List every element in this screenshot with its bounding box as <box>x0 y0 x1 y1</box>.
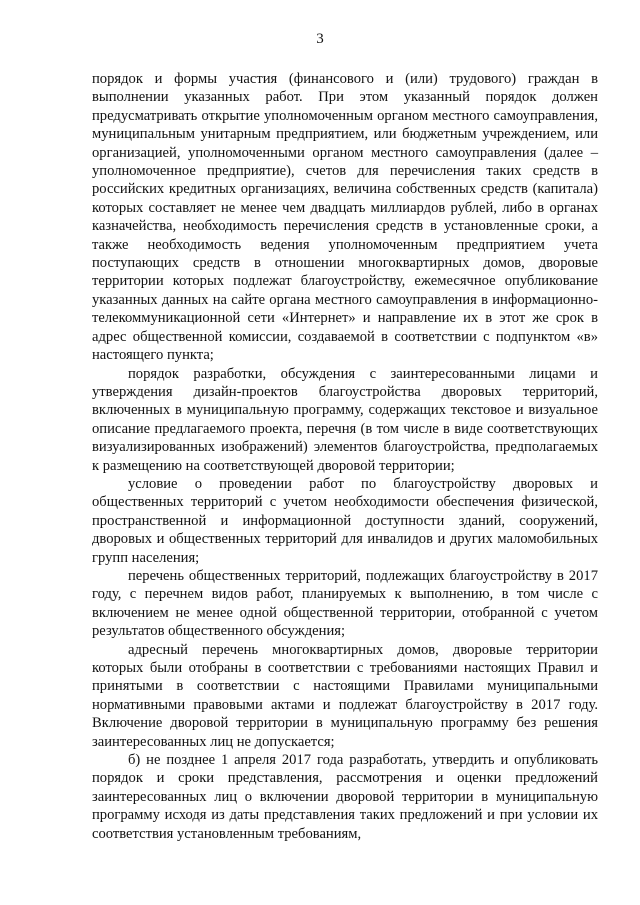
paragraph-item-b: б) не позднее 1 апреля 2017 года разработать, утвердить и опубликовать порядок и сроки представления, рассмотрения и оценки предложений заинтересованных лиц о включении дворовой территории в муниципальную программу исходя из даты представления таких предложений и при условии их соответствия установленным требованиям, <box>92 752 598 842</box>
paragraph-accessibility-condition: условие о проведении работ по благоустройству дворовых и общественных территорий с учетом необходимости обеспечения физической, пространственной и информационной доступности зданий, сооружений, дворовых и общественных территорий для инвалидов и других маломобильных групп населения; <box>92 475 598 566</box>
paragraph-address-list: адресный перечень многоквартирных домов, дворовые территории которых были отобраны в соответствии с требованиями настоящих Правил и принятыми в соответствии с настоящими Правилами муниципальными нормативными правовыми актами и подлежат благоустройству в 2017 году. Включение дворовой территории в муниципальную программу без решения заинтересованных лиц не допускается; <box>92 641 598 750</box>
paragraph-design-projects: порядок разработки, обсуждения с заинтересованными лицами и утверждения дизайн-проектов благоустройства дворовых территорий, включенных в муниципальную программу, содержащих текстовое и визуальное описание предлагаемого проекта, перечня (в том числе в виде соответствующих визуализированных изображений) элементов благоустройства, предполагаемых к размещению на соответствующей дворовой территории; <box>92 365 598 474</box>
paragraph-public-territories-list: перечень общественных территорий, подлежащих благоустройству в 2017 году, с перечнем видов работ, планируемых к выполнению, в том числе с включением не менее одной общественной территории, отобранной с учетом результатов общественного обсуждения; <box>92 567 598 640</box>
body-text <box>92 70 598 843</box>
page-number: 3 <box>316 31 324 47</box>
paragraph-participation-procedure: порядок и формы участия (финансового и (или) трудового) граждан в выполнении указанных работ. При этом указанный порядок должен предусматривать открытие уполномоченным органом местного самоуправления, муниципальным унитарным предприятием, или бюджетным учреждением, или организацией, уполномоченными органом местного самоуправления (далее – уполномоченное предприятие), счетов для перечисления таких средств в российских кредитных организациях, величина собственных средств (капитала) которых составляет не менее чем двадцать миллиардов рублей, либо в органах казначейства, необходимость перечисления средств в установленные сроки, а также необходимость ведения уполномоченным предприятием учета поступающих средств в отношении многоквартирных домов, дворовые территории которых подлежат благоустройству, ежемесячное опубликование указанных данных на сайте органа местного самоуправления в информационно-телекоммуникационной сети «Интернет» и направление их в этот же срок в адрес общественной комиссии, создаваемой в соответствии с подпунктом «в» настоящего пункта; <box>92 71 598 364</box>
